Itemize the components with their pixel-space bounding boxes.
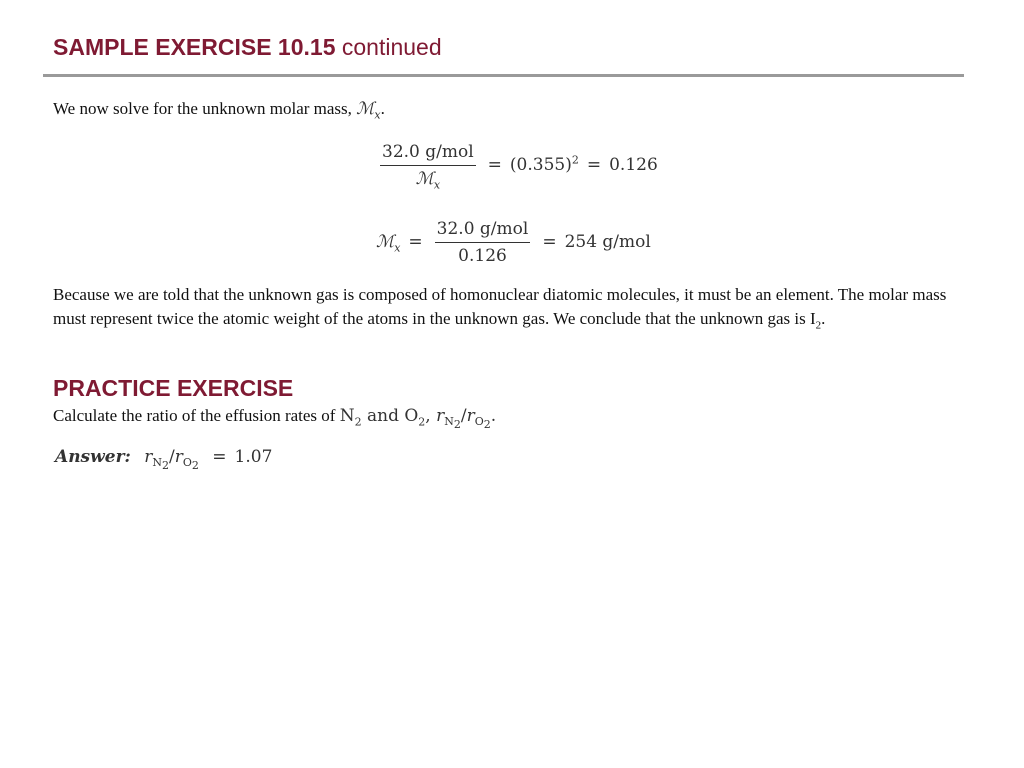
title-divider <box>43 74 964 77</box>
equation-2-denominator: 0.126 <box>458 245 507 266</box>
molar-mass-letter: ℳ <box>356 99 375 119</box>
conclusion-subscript: 2 <box>815 319 822 332</box>
slide-title-main: SAMPLE EXERCISE 10.15 <box>53 34 336 60</box>
practice-period: . <box>490 406 497 426</box>
nitrogen-symbol: N <box>339 406 355 426</box>
equation-1-denominator-symbol: ℳ <box>415 168 434 189</box>
answer-value: 1.07 <box>234 447 273 467</box>
answer-rate-o2-symbol: r <box>174 447 183 467</box>
conclusion-period: . <box>821 309 826 328</box>
rate-n2-symbol: r <box>436 406 445 426</box>
answer-rate-o2-subscript <box>182 456 199 473</box>
molar-mass-symbol <box>356 99 381 122</box>
rate-o2-symbol: r <box>466 406 475 426</box>
equation-2-result: 254 g/mol <box>564 232 651 252</box>
rate-n2-subscript <box>444 415 461 432</box>
slide-title-continued: continued <box>341 34 442 60</box>
answer-rate-n2-subscript-element: N <box>152 456 162 470</box>
equation-2 <box>376 213 651 271</box>
equation-1-middle <box>510 155 579 175</box>
equation-2-fraction <box>435 218 531 267</box>
practice-question-text: Calculate the ratio of the effusion rates of <box>53 406 336 425</box>
equation-2-numerator: 32.0 g/mol <box>435 218 531 243</box>
rate-o2-subscript-element: O <box>474 415 484 429</box>
rate-n2-subscript-number: 2 <box>453 418 461 432</box>
rate-n2-subscript-element: N <box>444 415 454 429</box>
molar-mass-subscript: x <box>374 108 381 122</box>
practice-ratio-slash: / <box>460 406 467 426</box>
practice-and: and <box>366 406 399 426</box>
intro-text: We now solve for the unknown molar mass, <box>53 99 352 118</box>
equation-2-lhs-subscript: x <box>394 241 401 255</box>
answer-rate-n2-symbol: r <box>144 447 153 467</box>
answer-rate-o2-subscript-number: 2 <box>191 459 199 473</box>
equation-1-fraction <box>380 141 476 190</box>
equation-2-equals-1: = <box>408 232 423 252</box>
equation-1-denominator <box>416 166 440 190</box>
oxygen-subscript: 2 <box>418 415 426 429</box>
equation-2-lhs-symbol: ℳ <box>376 232 395 252</box>
practice-exercise-heading: PRACTICE EXERCISE <box>53 375 294 401</box>
equation-1 <box>376 136 658 194</box>
nitrogen-subscript: 2 <box>354 415 362 429</box>
equation-1-denominator-subscript: x <box>433 177 441 191</box>
practice-question <box>53 404 497 432</box>
answer-rate-n2-subscript <box>152 456 169 473</box>
oxygen-symbol: O <box>404 406 419 426</box>
practice-comma: , <box>425 406 431 426</box>
equation-1-result: 0.126 <box>609 155 658 175</box>
equation-1-numerator: 32.0 g/mol <box>380 141 476 166</box>
intro-period: . <box>380 99 385 118</box>
rate-o2-subscript <box>474 415 491 432</box>
conclusion-paragraph <box>53 283 958 331</box>
answer-ratio-slash: / <box>168 447 175 467</box>
answer-rate-o2-subscript-element: O <box>182 456 192 470</box>
practice-answer <box>55 447 273 473</box>
equation-1-ratio: (0.355) <box>509 155 572 175</box>
answer-label: Answer: <box>55 447 131 467</box>
slide-title <box>53 32 442 62</box>
equation-1-exponent: 2 <box>571 153 579 167</box>
conclusion-text: Because we are told that the unknown gas is composed of homonuclear diatomic molecules, it must be an element. The molar mass must represent twice the atomic weight of the atoms in the unknown gas. We conclude that the unknown gas is I <box>53 285 947 328</box>
answer-equals: = <box>212 447 227 467</box>
equation-1-equals-1: = <box>487 155 502 175</box>
equation-1-equals-2: = <box>586 155 602 175</box>
equation-2-lhs <box>376 232 401 255</box>
answer-rate-n2-subscript-number: 2 <box>161 459 169 473</box>
equation-2-equals-2: = <box>542 232 557 252</box>
rate-o2-subscript-number: 2 <box>483 418 491 432</box>
practice-question-formula <box>339 406 497 432</box>
intro-paragraph <box>53 97 385 121</box>
